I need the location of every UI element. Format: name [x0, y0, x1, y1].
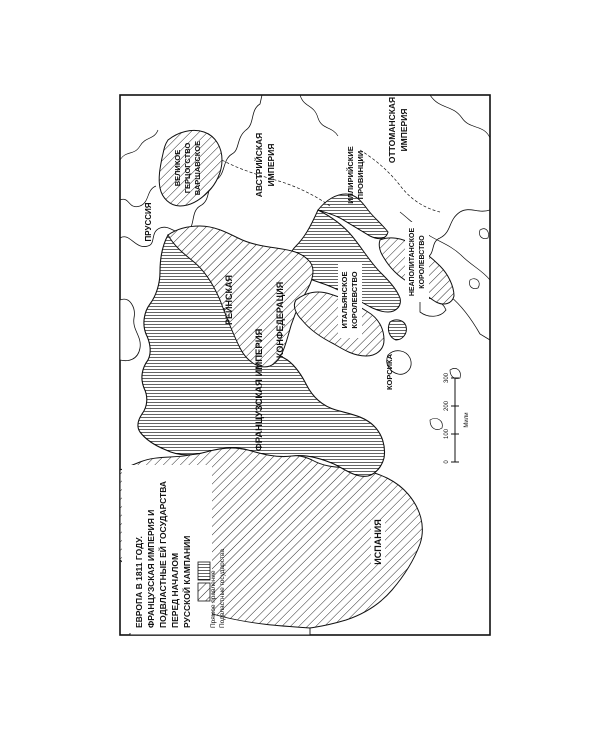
scale-tick-300: 300	[444, 372, 450, 384]
title-line-1: ЕВРОПА В 1811 ГОДУ.	[134, 536, 144, 628]
title-line-5: РУССКОЙ КАМПАНИИ	[182, 535, 192, 628]
scale-tick-100: 100	[444, 428, 450, 440]
label-austria-line2: ИМПЕРИЯ	[266, 143, 276, 187]
label-prussia: ПРУССИЯ	[144, 202, 153, 242]
title-line-3: ПОДВЛАСТНЫЕ ЕЙ ГОСУДАРСТВА	[158, 480, 168, 628]
label-illyria-line1: ИЛЛИРИЙСКИЕ	[346, 146, 355, 204]
label-italy-line1: ИТАЛЬЯНСКОЕ	[340, 271, 349, 329]
legend-swatch-direct	[198, 562, 210, 580]
scale-tick-0: 0	[444, 460, 450, 464]
label-french-empire: ФРАНЦУЗСКАЯ ИМПЕРИЯ	[254, 328, 265, 452]
title-line-2: ФРАНЦУЗСКАЯ ИМПЕРИЯ И	[146, 509, 156, 628]
label-naples-line2: КОРОЛЕВСТВО	[419, 235, 426, 289]
label-rhine-line1: РЕЙНСКАЯ	[224, 275, 234, 325]
label-warsaw-line1: ВЕЛИКОЕ	[173, 149, 182, 187]
scale-unit: Мили	[464, 412, 470, 428]
label-rhine-line2: КОНФЕДЕРАЦИЯ	[275, 281, 285, 359]
label-warsaw-line2: ГЕРЦОГСТВО	[183, 142, 192, 194]
title-block	[122, 465, 212, 633]
legend-direct-label: Прямое правление	[210, 570, 217, 628]
legend-swatch-subject	[198, 583, 210, 601]
region-corsica	[388, 320, 406, 340]
label-ottoman-line1: ОТТОМАНСКАЯ	[387, 96, 397, 164]
label-austria-line1: АВСТРИЙСКАЯ	[254, 132, 264, 198]
label-ottoman-line2: ИМПЕРИЯ	[399, 108, 409, 152]
label-corsica: КОРСИКА	[385, 353, 394, 391]
label-italy-line2: КОРОЛЕВСТВО	[350, 271, 359, 329]
scale-tick-200: 200	[444, 400, 450, 412]
label-warsaw-line3: ВАРШАВСКОЕ	[193, 140, 202, 196]
label-naples-line1: НЕАПОЛИТАНСКОЕ	[409, 227, 416, 297]
title-line-4: ПЕРЕД НАЧАЛОМ	[170, 552, 180, 628]
legend-subject-label: Подвластные государства	[219, 549, 226, 628]
label-illyria-line2: ПРОВИНЦИИ	[356, 150, 365, 200]
label-spain: ИСПАНИЯ	[373, 519, 383, 565]
